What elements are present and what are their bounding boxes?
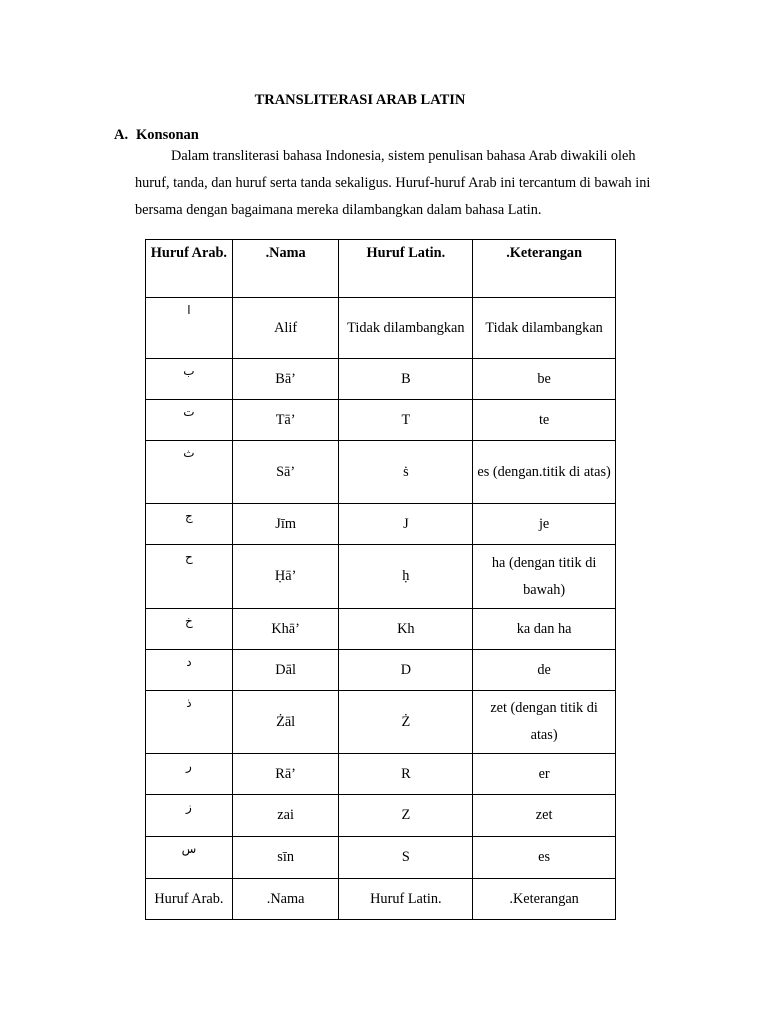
description: je bbox=[473, 504, 616, 545]
table-header-row bbox=[146, 240, 616, 298]
table-row bbox=[146, 298, 616, 359]
section-marker: A. bbox=[114, 127, 129, 143]
latin-equivalent: Kh bbox=[339, 609, 473, 650]
description: ka dan ha bbox=[473, 609, 616, 650]
arab-letter: ا bbox=[146, 298, 233, 359]
header-huruf-latin: Huruf Latin. bbox=[339, 240, 473, 298]
arab-letter: س bbox=[146, 837, 233, 879]
page-title: TRANSLITERASI ARAB LATIN bbox=[254, 92, 466, 108]
arab-letter: ذ bbox=[146, 691, 233, 754]
letter-name: Jīm bbox=[232, 504, 339, 545]
latin-equivalent: B bbox=[339, 359, 473, 400]
latin-equivalent: ṡ bbox=[339, 441, 473, 504]
arab-letter: خ bbox=[146, 609, 233, 650]
footer-keterangan: .Keterangan bbox=[473, 879, 616, 920]
header-huruf-arab: Huruf Arab. bbox=[146, 240, 233, 298]
latin-equivalent: D bbox=[339, 650, 473, 691]
intro-paragraph: Dalam transliterasi bahasa Indonesia, sistem penulisan bahasa Arab diwakili oleh huruf, tanda, dan huruf serta tanda sekaligus. Huruf-huruf Arab ini tercantum di bawah ini bersama dengan bagaimana mereka dilambangkan dalam bahasa Latin. bbox=[135, 148, 651, 218]
letter-name: Rā’ bbox=[232, 754, 339, 795]
table-row bbox=[146, 795, 616, 837]
letter-name: Ḥā’ bbox=[232, 545, 339, 609]
description: er bbox=[473, 754, 616, 795]
table-row bbox=[146, 837, 616, 879]
transliteration-table bbox=[145, 239, 616, 920]
table-row bbox=[146, 650, 616, 691]
latin-equivalent: Z bbox=[339, 795, 473, 837]
arab-letter: ب bbox=[146, 359, 233, 400]
header-keterangan: .Keterangan bbox=[473, 240, 616, 298]
footer-huruf-arab: Huruf Arab. bbox=[146, 879, 233, 920]
description: es (dengan.titik di atas) bbox=[473, 441, 616, 504]
arab-letter: ز bbox=[146, 795, 233, 837]
latin-equivalent: R bbox=[339, 754, 473, 795]
description: be bbox=[473, 359, 616, 400]
arab-letter: ر bbox=[146, 754, 233, 795]
table-row bbox=[146, 691, 616, 754]
letter-name: Sā’ bbox=[232, 441, 339, 504]
letter-name: Tā’ bbox=[232, 400, 339, 441]
section-heading-text: Konsonan bbox=[136, 127, 199, 143]
letter-name: Żāl bbox=[232, 691, 339, 754]
latin-equivalent: T bbox=[339, 400, 473, 441]
table-row bbox=[146, 754, 616, 795]
letter-name: Khā’ bbox=[232, 609, 339, 650]
letter-name: Bā’ bbox=[232, 359, 339, 400]
table-body bbox=[146, 240, 616, 920]
description: Tidak dilambangkan bbox=[473, 298, 616, 359]
description: zet (dengan titik di atas) bbox=[473, 691, 616, 754]
letter-name: Alif bbox=[232, 298, 339, 359]
footer-nama: .Nama bbox=[232, 879, 339, 920]
latin-equivalent: ḥ bbox=[339, 545, 473, 609]
description: zet bbox=[473, 795, 616, 837]
latin-equivalent: Tidak dilambangkan bbox=[339, 298, 473, 359]
footer-huruf-latin: Huruf Latin. bbox=[339, 879, 473, 920]
latin-equivalent: J bbox=[339, 504, 473, 545]
description: ha (dengan titik di bawah) bbox=[473, 545, 616, 609]
description: es bbox=[473, 837, 616, 879]
arab-letter: ح bbox=[146, 545, 233, 609]
arab-letter: ت bbox=[146, 400, 233, 441]
letter-name: sīn bbox=[232, 837, 339, 879]
header-nama: .Nama bbox=[232, 240, 339, 298]
description: te bbox=[473, 400, 616, 441]
arab-letter: ج bbox=[146, 504, 233, 545]
table-row bbox=[146, 545, 616, 609]
letter-name: Dāl bbox=[232, 650, 339, 691]
table-row bbox=[146, 441, 616, 504]
letter-name: zai bbox=[232, 795, 339, 837]
latin-equivalent: S bbox=[339, 837, 473, 879]
section-heading bbox=[114, 127, 199, 144]
arab-letter: د bbox=[146, 650, 233, 691]
table-row bbox=[146, 359, 616, 400]
table-row bbox=[146, 400, 616, 441]
table-footer-row bbox=[146, 879, 616, 920]
table-row bbox=[146, 504, 616, 545]
table-row bbox=[146, 609, 616, 650]
arab-letter: ث bbox=[146, 441, 233, 504]
latin-equivalent: Ż bbox=[339, 691, 473, 754]
description: de bbox=[473, 650, 616, 691]
